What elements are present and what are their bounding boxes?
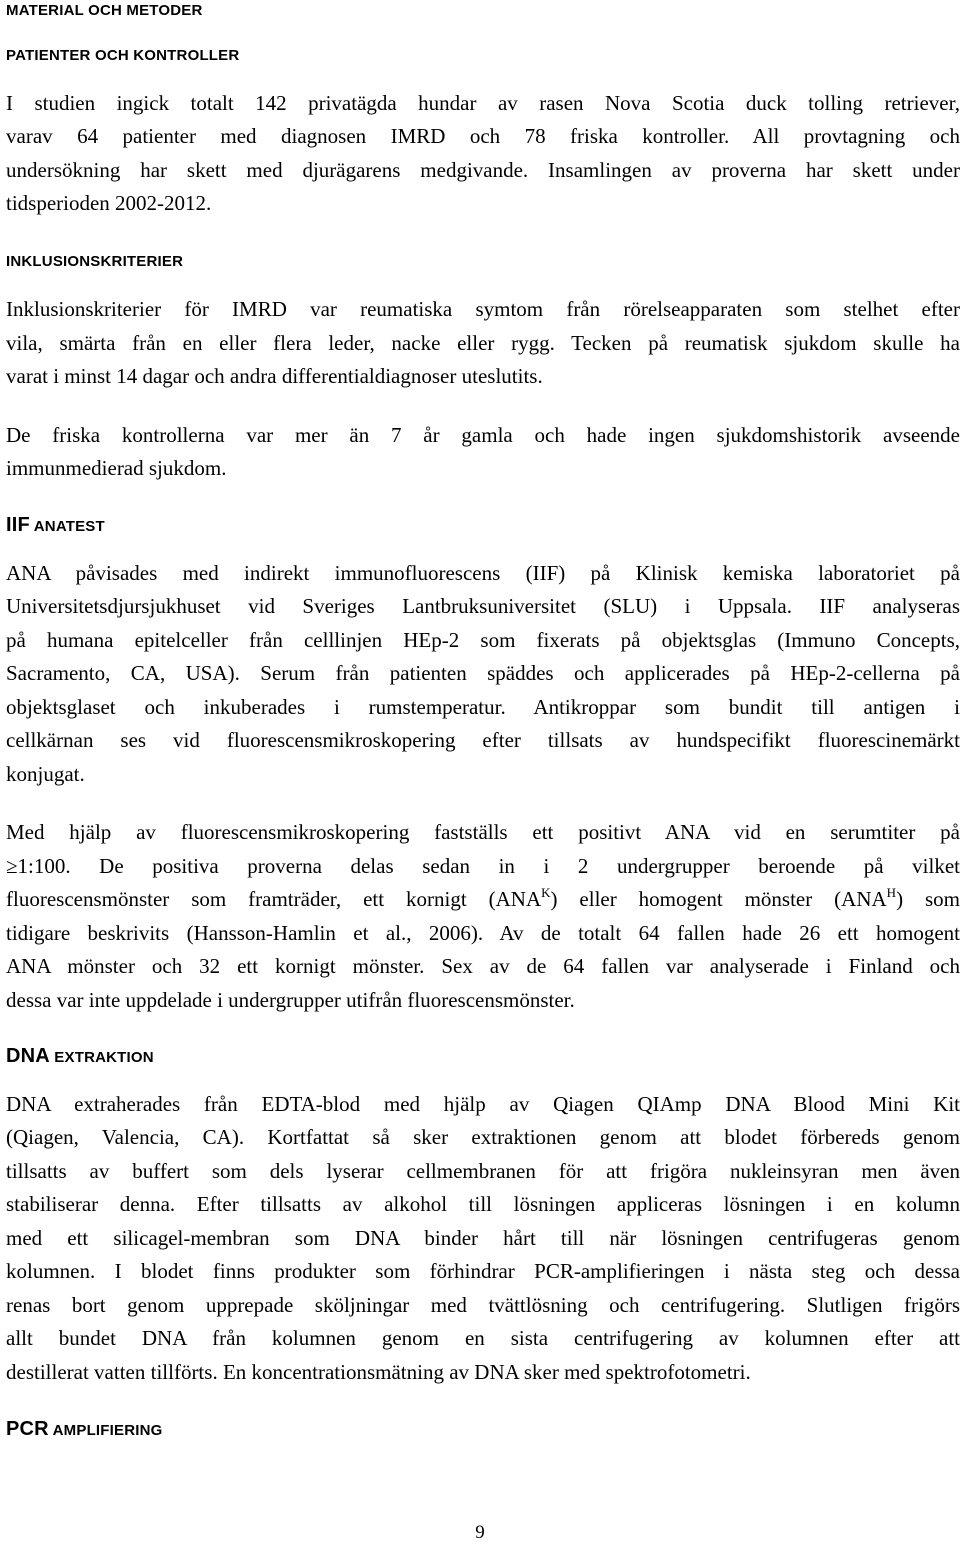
text-line: tidsperioden 2002-2012. [6, 191, 212, 215]
heading-caps: DNA [6, 1045, 50, 1067]
subheading-pcr-amplifiering [6, 1418, 163, 1441]
text-line: kolumnen. I blodet finns produkter som förhindrar PCR-amplifieringen i nästa steg och dessa [6, 1259, 960, 1283]
text-line: undersökning har skett med djurägarens medgivande. Insamlingen av proverna har skett under [6, 158, 960, 182]
text-line: (Qiagen, Valencia, CA). Kortfattat så sker extraktionen genom att blodet förbereds genom [6, 1125, 960, 1149]
section-heading-material-och-metoder: MATERIAL OCH METODER [6, 2, 203, 19]
text-line: De friska kontrollerna var mer än 7 år gamla och hade ingen sjukdomshistorik avseende [6, 423, 960, 447]
text-line: Med hjälp av fluorescensmikroskopering fastställs ett positivt ANA vid en serumtiter på [6, 820, 960, 844]
text-line: varav 64 patienter med diagnosen IMRD och 78 friska kontroller. All provtagning och [6, 124, 960, 148]
text-span: ) som [896, 887, 960, 911]
text-line: allt bundet DNA från kolumnen genom en sista centrifugering av kolumnen efter att [6, 1326, 960, 1350]
subheading-inklusionskriterier: INKLUSIONSKRITERIER [6, 253, 184, 270]
text-line-with-superscripts [6, 887, 960, 911]
text-line: Sacramento, CA, USA). Serum från patienten späddes och applicerades på HEp-2-cellerna på [6, 661, 960, 685]
text-line: ≥1:100. De positiva proverna delas sedan in i 2 undergrupper beroende på vilket [6, 854, 960, 878]
text-line: renas bort genom upprepade sköljningar med tvättlösning och centrifugering. Slutligen frigörs [6, 1293, 960, 1317]
text-line: destillerat vatten tillförts. En koncentrationsmätning av DNA sker med spektrofotometri. [6, 1360, 751, 1384]
subheading-dna-extraktion [6, 1045, 154, 1068]
text-line: på humana epitelceller från celllinjen HEp-2 som fixerats på objektsglas (Immuno Concepts, [6, 628, 960, 652]
text-line: immunmedierad sjukdom. [6, 456, 227, 480]
heading-caps: IIF [6, 514, 30, 536]
text-line: med ett silicagel-membran som DNA binder hårt till när lösningen centrifugeras genom [6, 1226, 960, 1250]
text-line: objektsglaset och inkuberades i rumstemperatur. Antikroppar som bundit till antigen i [6, 695, 960, 719]
text-line: I studien ingick totalt 142 privatägda hundar av rasen Nova Scotia duck tolling retriever, [6, 91, 960, 115]
subheading-patienter-och-kontroller: PATIENTER OCH KONTROLLER [6, 47, 240, 64]
superscript-h: H [886, 885, 897, 900]
text-span: fluorescensmönster som framträder, ett kornigt (ANA [6, 887, 542, 911]
heading-smallcaps: EXTRAKTION [49, 1049, 154, 1066]
page-number: 9 [475, 1522, 485, 1543]
text-line: Universitetsdjursjukhuset vid Sveriges Lantbruksuniversitet (SLU) i Uppsala. IIF analyseras [6, 594, 960, 618]
heading-smallcaps: ANATEST [29, 518, 105, 535]
text-line: konjugat. [6, 762, 85, 786]
text-line: DNA extraherades från EDTA-blod med hjälp av Qiagen QIAmp DNA Blood Mini Kit [6, 1092, 960, 1116]
text-line: vila, smärta från en eller flera leder, nacke eller rygg. Tecken på reumatisk sjukdom skulle ha [6, 331, 960, 355]
subheading-iif-anatest [6, 514, 105, 537]
text-line: tillsatts av buffert som dels lyserar cellmembranen för att frigöra nukleinsyran men även [6, 1159, 960, 1183]
text-line: tidigare beskrivits (Hansson-Hamlin et al., 2006). Av de totalt 64 fallen hade 26 ett homogent [6, 921, 960, 945]
text-line: dessa var inte uppdelade i undergrupper utifrån fluorescensmönster. [6, 988, 575, 1012]
text-line: cellkärnan ses vid fluorescensmikroskopering efter tillsats av hundspecifikt fluorescinemärkt [6, 728, 960, 752]
text-line: ANA påvisades med indirekt immunofluorescens (IIF) på Klinisk kemiska laboratoriet på [6, 561, 960, 585]
superscript-k: K [541, 885, 551, 900]
text-span: ) eller homogent mönster (ANA [550, 887, 887, 911]
text-line: stabiliserar denna. Efter tillsatts av alkohol till lösningen appliceras lösningen i en kolumn [6, 1192, 960, 1216]
text-line: ANA mönster och 32 ett kornigt mönster. Sex av de 64 fallen var analyserade i Finland och [6, 954, 960, 978]
text-line: varat i minst 14 dagar och andra differentialdiagnoser uteslutits. [6, 364, 543, 388]
text-line: Inklusionskriterier för IMRD var reumatiska symtom från rörelseapparaten som stelhet efter [6, 297, 960, 321]
heading-caps: PCR [6, 1418, 49, 1440]
heading-smallcaps: AMPLIFIERING [48, 1422, 163, 1439]
